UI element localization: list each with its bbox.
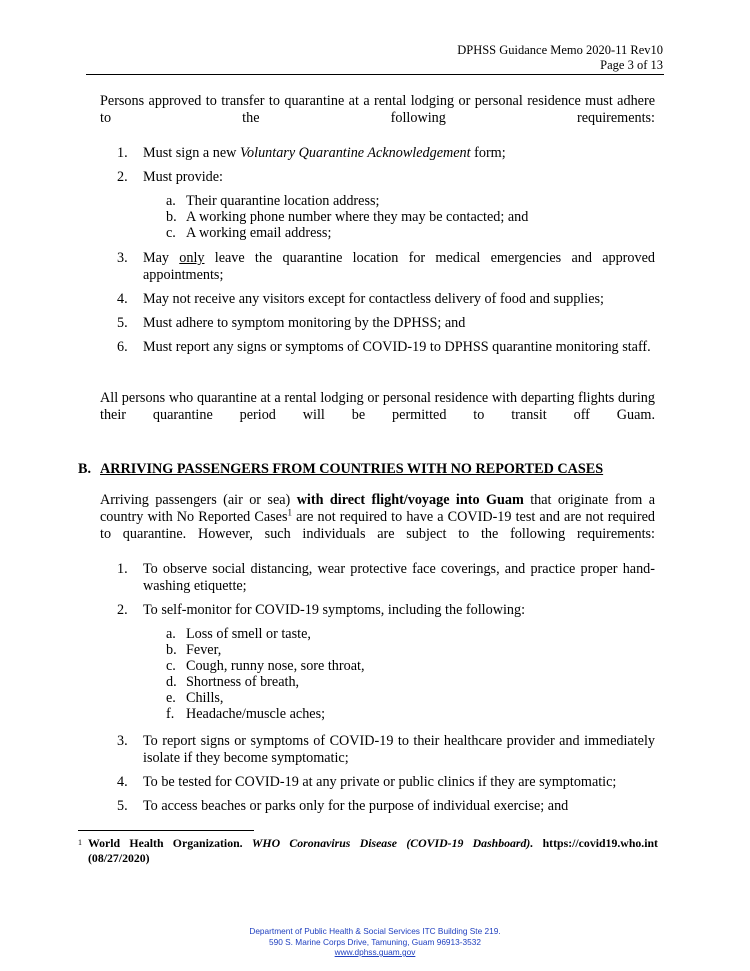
transit-paragraph: All persons who quarantine at a rental lodging or personal residence with departing flights during their quarantine period will be permitted to transit off Guam. xyxy=(100,390,655,423)
symptom-item: a. Loss of smell or taste, xyxy=(166,626,311,642)
symptom-item: f. Headache/muscle aches; xyxy=(166,706,326,722)
section-heading xyxy=(78,461,603,478)
intro-paragraph: Persons approved to transfer to quarantine at a rental lodging or personal residence must adhere to the following requirements: xyxy=(100,93,655,126)
requirement-item xyxy=(117,561,655,595)
item-text: May not receive any visitors except for contactless delivery of food and supplies; xyxy=(143,291,604,307)
requirement-item xyxy=(117,339,655,356)
requirement-item xyxy=(117,774,655,791)
item-text: Must sign a new Voluntary Quarantine Acknowledgement form; xyxy=(143,145,506,161)
running-header xyxy=(457,43,663,73)
emphasis-bold: with direct flight/voyage into Guam xyxy=(296,492,524,508)
item-number: 2. xyxy=(117,602,128,618)
item-text: Must provide: xyxy=(143,169,223,185)
sub-list-item: c. A working email address; xyxy=(166,225,332,241)
item-text: To self-monitor for COVID-19 symptoms, including the following: xyxy=(143,602,526,618)
requirement-item xyxy=(117,602,655,619)
footer-address-line: Department of Public Health & Social Services ITC Building Ste 219. xyxy=(249,926,501,936)
item-number: 3. xyxy=(117,250,128,266)
requirement-item xyxy=(117,798,655,815)
item-number: 4. xyxy=(117,291,128,307)
footnote-rule xyxy=(78,830,254,831)
section-letter: B. xyxy=(78,461,92,477)
requirement-item xyxy=(117,169,655,186)
sub-list-item: b. A working phone number where they may be contacted; and xyxy=(166,209,529,225)
sub-list-item: a. Their quarantine location address; xyxy=(166,193,380,209)
item-number: 5. xyxy=(117,315,128,331)
item-number: 3. xyxy=(117,733,128,749)
header-rule xyxy=(86,74,664,75)
item-number: 5. xyxy=(117,798,128,814)
footer-address-line: 590 S. Marine Corps Drive, Tamuning, Guam 96913-3532 xyxy=(269,936,481,947)
symptom-item: c. Cough, runny nose, sore throat, xyxy=(166,658,365,674)
item-text: To access beaches or parks only for the purpose of individual exercise; and xyxy=(143,798,569,814)
item-text: Must report any signs or symptoms of COVID-19 to DPHSS quarantine monitoring staff. xyxy=(143,339,651,355)
form-name: Voluntary Quarantine Acknowledgement xyxy=(239,145,471,161)
memo-id: DPHSS Guidance Memo 2020-11 Rev10 xyxy=(457,43,663,57)
requirement-item xyxy=(117,250,655,284)
item-text: May only leave the quarantine location for medical emergencies and approved appointments; xyxy=(143,250,655,283)
item-text: To be tested for COVID-19 at any private or public clinics if they are symptomatic; xyxy=(143,774,617,790)
footnote-ref: 1 xyxy=(287,507,292,518)
page-number: Page 3 of 13 xyxy=(600,58,663,72)
symptom-item: d. Shortness of breath, xyxy=(166,674,300,690)
requirement-item xyxy=(117,145,655,162)
footnote xyxy=(78,836,658,865)
source-title: WHO Coronavirus Disease (COVID-19 Dashboard). xyxy=(251,836,534,850)
footnote-mark: 1 xyxy=(78,838,82,847)
website-link[interactable]: www.dphss.guam.gov xyxy=(334,947,416,957)
item-number: 1. xyxy=(117,145,128,161)
requirement-item xyxy=(117,291,655,308)
footnote-text: World Health Organization. WHO Coronavirus Disease (COVID-19 Dashboard). https://covid19.who.int (08/27/2020) xyxy=(88,836,658,865)
requirement-item xyxy=(117,733,655,767)
arriving-paragraph: Arriving passengers (air or sea) with direct flight/voyage into Guam that originate from a country with No Reported Cases$^1$ are not required to have a COVID-19 test and are not required to quarantine. However, such individuals are subject to the following requirements: xyxy=(100,492,655,542)
item-number: 6. xyxy=(117,339,128,355)
section-title: ARRIVING PASSENGERS FROM COUNTRIES WITH NO REPORTED CASES xyxy=(100,461,604,477)
requirement-item xyxy=(117,315,655,332)
item-number: 1. xyxy=(117,561,128,577)
page-footer xyxy=(0,926,750,958)
item-number: 4. xyxy=(117,774,128,790)
item-number: 2. xyxy=(117,169,128,185)
emphasis-underline: only xyxy=(179,250,205,266)
symptom-item: e. Chills, xyxy=(166,690,224,706)
symptom-item: b. Fever, xyxy=(166,642,222,658)
item-text: To observe social distancing, wear protective face coverings, and practice proper hand-washing etiquette; xyxy=(143,561,655,594)
source-url: https://covid19.who.int (08/27/2020) xyxy=(88,836,658,865)
item-text: Must adhere to symptom monitoring by the DPHSS; and xyxy=(143,315,466,331)
item-text: To report signs or symptoms of COVID-19 to their healthcare provider and immediately isolate if they become symptomatic; xyxy=(143,733,655,766)
